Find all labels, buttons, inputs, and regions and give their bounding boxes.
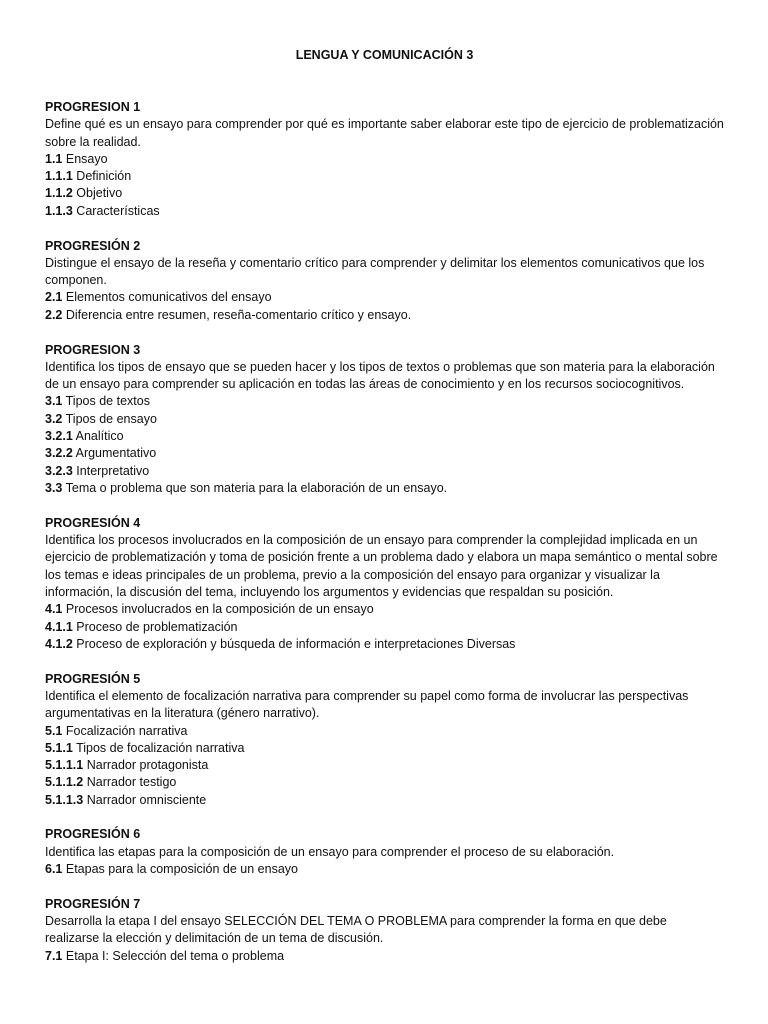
topic-number: 5.1.1 [45,740,73,755]
topic-item [45,636,724,653]
topic-text: Analítico [75,429,124,444]
topic-text: Proceso de problematización [76,619,238,634]
section-description: Define qué es un ensayo para comprender por qué es importante saber elaborar este tipo de ejercicio de problematización sobre la realidad. [45,117,724,149]
progression-section [45,515,724,653]
section-heading: PROGRESIÓN 6 [45,827,141,842]
topic-text: Objetivo [76,186,123,201]
topic-number: 4.1.2 [45,636,73,651]
section-heading: PROGRESIÓN 4 [45,515,141,530]
topic-number: 3.2.1 [45,429,73,444]
progression-section [45,826,724,878]
section-heading: PROGRESIÓN 7 [45,896,141,911]
topic-text: Procesos involucrados en la composición de un ensayo [65,602,374,617]
topic-text: Tipos de textos [65,394,150,409]
section-description: Identifica los tipos de ensayo que se pueden hacer y los tipos de textos o problemas que son materia para la elaboración de un ensayo para comprender su aplicación en todas las áreas de conocimiento y en los recursos sociocognitivos. [45,359,715,392]
topic-text: Ensayo [65,151,108,166]
topic-text: Argumentativo [75,446,157,461]
section-heading: PROGRESION 1 [45,100,141,114]
topic-number: 5.1.1.1 [45,758,84,773]
topic-number: 5.1.1.3 [45,792,84,807]
topic-item [45,168,724,185]
section-heading: PROGRESIÓN 5 [45,671,141,686]
topic-text: Diferencia entre resumen, reseña-comentario crítico y ensayo. [65,307,412,322]
topic-number: 5.1.1.2 [45,775,84,790]
topic-number: 3.2.3 [45,463,73,478]
topic-item [45,601,724,618]
section-description: Identifica el elemento de focalización narrativa para comprender su papel como forma de involucrar las perspectivas argumentativas en la literatura (género narrativo). [45,688,689,721]
topic-number: 1.1 [45,151,63,166]
topic-text: Elementos comunicativos del ensayo [65,290,272,305]
progression-section [45,896,724,965]
section-description: Identifica los procesos involucrados en la composición de un ensayo para comprender la complejidad implicada en un ejercicio de problematización y toma de posición frente a un problema dado y elabora un mapa semántico o mental sobre los temas e ideas principales de un problema, previo a la composición del ensayo para organizar y visualizar la información, la discusión del tema, incluyendo los argumentos y evidencias que respaldan su posición. [45,533,718,599]
topic-item [45,948,724,965]
topic-text: Narrador testigo [86,775,177,790]
section-heading: PROGRESIÓN 2 [45,238,141,253]
topic-text: Etapas para la composición de un ensayo [65,862,298,877]
topic-text: Proceso de exploración y búsqueda de información e interpretaciones Diversas [76,636,516,651]
topic-item [45,307,724,324]
topic-item [45,411,724,428]
topic-item [45,185,724,202]
topic-number: 3.2 [45,411,63,426]
section-description: Desarrolla la etapa I del ensayo SELECCIÓN DEL TEMA O PROBLEMA para comprender la forma en que debe realizarse la elección y delimitación de un tema de discusión. [45,914,667,946]
progression-section [45,238,724,324]
topic-item [45,757,724,774]
topic-item [45,792,724,809]
section-heading: PROGRESION 3 [45,342,141,357]
progression-section [45,99,724,220]
topic-number: 2.1 [45,290,63,305]
topic-item [45,463,724,480]
topic-number: 1.1.1 [45,169,73,184]
topic-number: 4.1 [45,602,63,617]
topic-item [45,289,724,306]
topic-number: 6.1 [45,862,63,877]
topic-text: Tema o problema que son materia para la elaboración de un ensayo. [65,480,448,495]
document-title: LENGUA Y COMUNICACIÓN 3 [295,48,474,62]
section-description: Distingue el ensayo de la reseña y comentario crítico para comprender y delimitar los elementos comunicativos que los componen. [45,255,705,288]
topic-item [45,151,724,168]
topic-item [45,740,724,757]
topic-text: Tipos de focalización narrativa [76,740,245,755]
topic-text: Definición [76,169,132,184]
topic-item [45,774,724,791]
topic-number: 7.1 [45,948,63,963]
progression-section [45,342,724,498]
topic-number: 3.3 [45,480,63,495]
topic-text: Características [76,203,160,218]
topic-number: 1.1.2 [45,186,73,201]
topic-text: Tipos de ensayo [65,411,157,426]
progression-section [45,671,724,809]
topic-number: 4.1.1 [45,619,73,634]
topic-number: 5.1 [45,723,63,738]
topic-text: Narrador protagonista [86,758,209,773]
topic-item [45,445,724,462]
topic-item [45,393,724,410]
topic-item [45,203,724,220]
topic-number: 1.1.3 [45,203,73,218]
topic-text: Etapa I: Selección del tema o problema [65,948,285,963]
topic-item [45,428,724,445]
title-spacer [45,64,724,99]
topic-item [45,723,724,740]
topic-number: 2.2 [45,307,63,322]
topic-text: Narrador omnisciente [86,792,207,807]
section-description: Identifica las etapas para la composición de un ensayo para comprender el proceso de su elaboración. [45,844,615,859]
topic-item [45,619,724,636]
topic-text: Focalización narrativa [65,723,188,738]
topic-number: 3.2.2 [45,446,73,461]
topic-text: Interpretativo [76,463,150,478]
topic-item [45,480,724,497]
topic-number: 3.1 [45,394,63,409]
topic-item [45,861,724,878]
